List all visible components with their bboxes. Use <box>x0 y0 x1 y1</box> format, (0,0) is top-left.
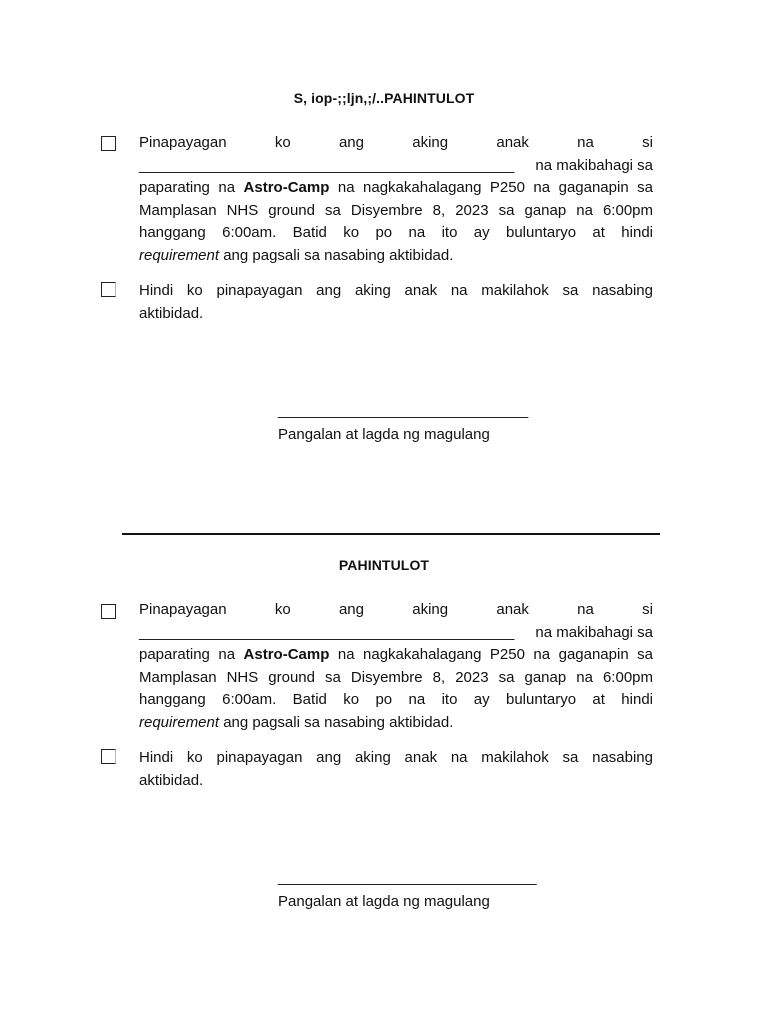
decline-checkbox[interactable] <box>101 282 116 297</box>
child-name-blank[interactable]: _____________________________________________ <box>139 156 515 174</box>
decline-paragraph: Hindi ko pinapayagan ang aking anak na makilahok sa nasabing aktibidad. <box>139 282 653 322</box>
consent-line-1: Pinapayagan ko ang aking anak na si <box>139 134 653 151</box>
form-title: PAHINTULOT <box>338 557 430 573</box>
consent-checkbox[interactable] <box>101 136 116 151</box>
signature-label: Pangalan at lagda ng magulang <box>278 893 490 910</box>
signature-label: Pangalan at lagda ng magulang <box>278 426 490 443</box>
consent-checkbox[interactable] <box>101 604 116 619</box>
cut-divider <box>122 533 660 535</box>
consent-paragraph: Pinapayagan ko ang aking anak na si _____________________________________________ na makibahagi sa paparating na Astro-Camp na nagkakahalagang P250 na gaganapin sa Mamplasan NHS ground sa Disyembre 8, 2023 sa ganap na 6:00pm hanggang 6:00am. Batid ko po na ito ay buluntaryo at hindi requirement ang pagsali sa nasabing aktibidad. <box>139 134 653 264</box>
child-name-line: _____________________________________________ na makibahagi sa <box>139 155 653 178</box>
signature-line[interactable]: ______________________________ <box>278 402 529 419</box>
decline-checkbox[interactable] <box>101 749 116 764</box>
signature-line[interactable]: _______________________________ <box>278 869 537 886</box>
child-name-blank[interactable]: _____________________________________________ <box>139 623 515 641</box>
form-title: S, iop-;;ljn,;/..PAHINTULOT <box>293 90 475 106</box>
decline-paragraph: Hindi ko pinapayagan ang aking anak na makilahok sa nasabing aktibidad. <box>139 749 653 789</box>
child-name-line: _____________________________________________ na makibahagi sa <box>139 622 653 645</box>
event-name: Astro-Camp <box>243 646 330 663</box>
event-name: Astro-Camp <box>243 179 330 196</box>
consent-paragraph: Pinapayagan ko ang aking anak na si _____________________________________________ na makibahagi sa paparating na Astro-Camp na nagkakahalagang P250 na gaganapin sa Mamplasan NHS ground sa Disyembre 8, 2023 sa ganap na 6:00pm hanggang 6:00am. Batid ko po na ito ay buluntaryo at hindi requirement ang pagsali sa nasabing aktibidad. <box>139 601 653 731</box>
consent-line-1: Pinapayagan ko ang aking anak na si <box>139 601 653 618</box>
